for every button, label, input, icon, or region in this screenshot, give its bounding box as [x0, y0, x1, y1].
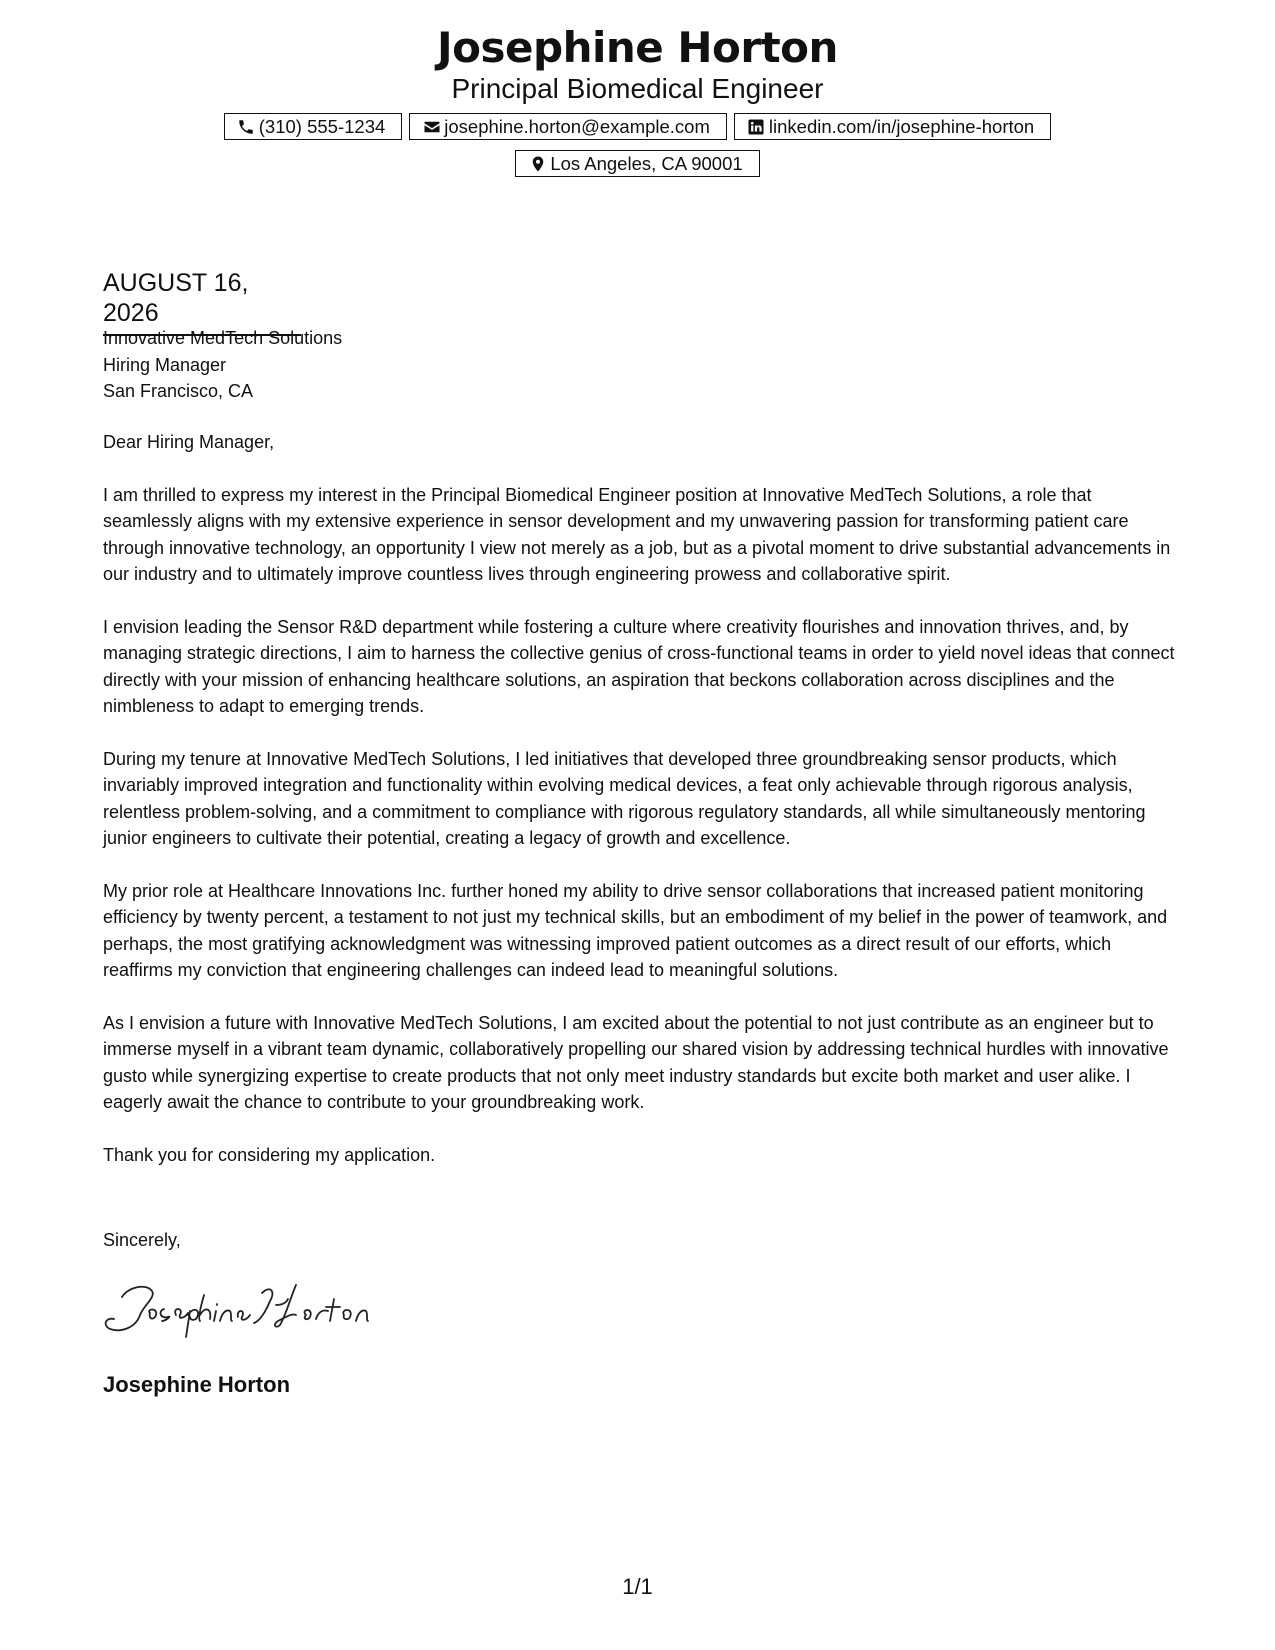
phone-text: (310) 555-1234 — [258, 115, 386, 137]
email-text: josephine.horton@example.com — [444, 115, 710, 137]
location-contact — [515, 150, 759, 177]
location-text: Los Angeles, CA 90001 — [550, 152, 743, 174]
handwritten-signature — [100, 1275, 370, 1345]
linkedin-contact[interactable] — [734, 113, 1051, 140]
letter-date: AUGUST 16, 2026 — [103, 268, 301, 336]
envelope-icon — [422, 117, 441, 136]
body-paragraph: During my tenure at Innovative MedTech Solutions, I led initiatives that developed three groundbreaking sensor products, which invariably improved integration and functionality within evolving medical devices, a feat only achievable through rigorous analysis, relentless problem-solving, and a commitment to compliance with rigorous regulatory standards, all while simultaneously mentoring junior engineers to cultivate their potential, creating a legacy of growth and excellence. — [103, 748, 1146, 848]
contact-row — [0, 113, 1275, 140]
closing: Sincerely, — [103, 1230, 181, 1250]
body-paragraph: I envision leading the Sensor R&D department while fostering a culture where creativity flourishes and innovation thrives, and, by managing strategic directions, I aim to harness the collective genius of cross-functional teams in order to yield novel ideas that connect directly with your mission of enhancing healthcare solutions, an aspiration that beckons collaboration across disciplines and the nimbleness to adapt to emerging trends. — [103, 616, 1175, 716]
page-indicator: 1/1 — [622, 1574, 653, 1599]
contact-row-2 — [0, 150, 1275, 177]
linkedin-text: linkedin.com/in/josephine-horton — [768, 115, 1035, 137]
letter-header — [0, 22, 1275, 106]
body-paragraph: As I envision a future with Innovative MedTech Solutions, I am excited about the potential to not just contribute as an engineer but to immerse myself in a vibrant team dynamic, collaboratively propelling our shared vision by addressing technical hurdles with innovative gusto while synergizing expertise to create products that not only meet industry standards but excite both market and user alike. I eagerly await the chance to contribute to your groundbreaking work. — [103, 1012, 1169, 1112]
body-paragraph: My prior role at Healthcare Innovations Inc. further honed my ability to drive sensor collaborations that increased patient monitoring efficiency by twenty percent, a testament to not just my technical skills, but an embodiment of my belief in the power of teamwork, and perhaps, the most gratifying acknowledgment was witnessing improved patient outcomes as a direct result of our efforts, which reaffirms my conviction that engineering challenges can indeed lead to meaningful solutions. — [103, 880, 1168, 980]
recipient-title: Hiring Manager — [103, 354, 227, 375]
recipient-company: Innovative MedTech Solutions — [103, 328, 343, 348]
applicant-title: Principal Biomedical Engineer — [451, 73, 824, 104]
signer-name: Josephine Horton — [103, 1372, 291, 1397]
recipient-block — [103, 325, 342, 405]
phone-icon — [237, 117, 256, 136]
location-pin-icon — [528, 154, 547, 173]
letter-body — [103, 429, 1178, 1194]
salutation: Dear Hiring Manager, — [103, 432, 275, 452]
linkedin-icon — [747, 117, 766, 136]
phone-contact — [224, 113, 403, 140]
thank-you-line: Thank you for considering my application. — [103, 1144, 436, 1165]
email-contact[interactable] — [409, 113, 727, 140]
body-paragraph: I am thrilled to express my interest in the Principal Biomedical Engineer position at Innovative MedTech Solutions, a role that seamlessly aligns with my extensive experience in sensor development and my unwavering passion for transforming patient care through innovative technology, an opportunity I view not merely as a job, but as a pivotal moment to drive substantial advancements in our industry and to ultimately improve countless lives through engineering prowess and collaborative spirit. — [103, 484, 1171, 584]
applicant-name: Josephine Horton — [437, 23, 838, 72]
recipient-location: San Francisco, CA — [103, 381, 254, 401]
